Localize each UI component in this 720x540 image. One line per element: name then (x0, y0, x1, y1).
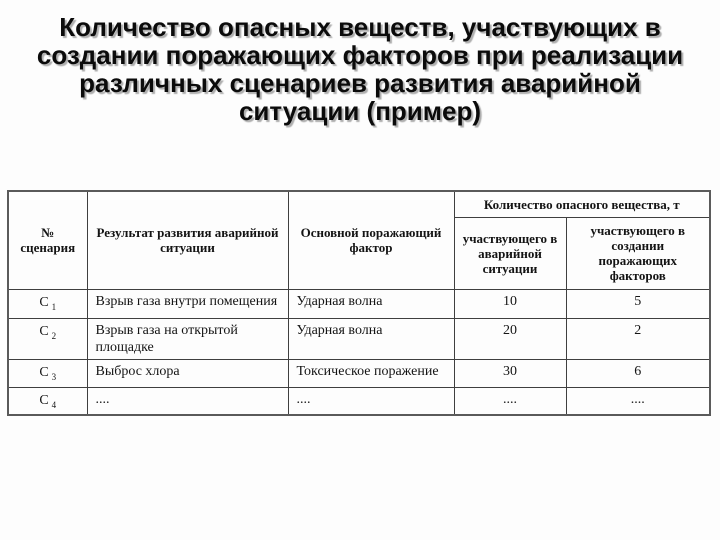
scenario-letter: С (39, 323, 49, 339)
header-scenario: № сценария (8, 191, 87, 289)
cell-factor: Ударная волна (288, 318, 454, 359)
cell-qty-accident: 30 (454, 359, 566, 387)
cell-qty-factors: 2 (566, 318, 710, 359)
cell-scenario-id (8, 387, 87, 415)
cell-scenario-id (8, 289, 87, 318)
scenario-subscript: 1 (51, 301, 57, 312)
scenario-letter: С (39, 392, 49, 408)
title-line-3: различных сценариев развития аварийной (79, 68, 641, 98)
scenarios-table (7, 190, 711, 416)
scenario-subscript: 4 (51, 399, 57, 410)
header-result: Результат развития аварийной ситуации (87, 191, 288, 289)
cell-factor: .... (288, 387, 454, 415)
header-quantity-group: Количество опасного вещества, т (454, 191, 710, 217)
title-line-4: ситуации (пример) (238, 96, 482, 126)
header-row-group (8, 191, 710, 217)
cell-scenario-id (8, 359, 87, 387)
cell-qty-factors: .... (566, 387, 710, 415)
table-row (8, 359, 710, 387)
cell-qty-factors: 5 (566, 289, 710, 318)
cell-qty-accident: 20 (454, 318, 566, 359)
header-factor: Основной поражающий фактор (288, 191, 454, 289)
cell-qty-accident: 10 (454, 289, 566, 318)
scenario-subscript: 2 (51, 330, 57, 341)
cell-result: Выброс хлора (87, 359, 288, 387)
cell-result: Взрыв газа внутри помещения (87, 289, 288, 318)
slide-title (8, 13, 712, 125)
table-row (8, 387, 710, 415)
cell-qty-factors: 6 (566, 359, 710, 387)
cell-factor: Токсическое поражение (288, 359, 454, 387)
table-row (8, 318, 710, 359)
cell-scenario-id (8, 318, 87, 359)
cell-result: .... (87, 387, 288, 415)
title-line-1: Количество опасных веществ, участвующих в (59, 12, 661, 42)
scenario-letter: С (39, 294, 49, 310)
cell-factor: Ударная волна (288, 289, 454, 318)
cell-qty-accident: .... (454, 387, 566, 415)
header-qty-factors: участвующего в создании поражающих факторов (566, 217, 710, 289)
table-row (8, 289, 710, 318)
title-line-2: создании поражающих факторов при реализации (36, 40, 684, 70)
header-qty-accident: участвующего в аварийной ситуации (454, 217, 566, 289)
scenario-subscript: 3 (51, 371, 57, 382)
cell-result: Взрыв газа на открытой площадке (87, 318, 288, 359)
scenario-letter: С (39, 364, 49, 380)
